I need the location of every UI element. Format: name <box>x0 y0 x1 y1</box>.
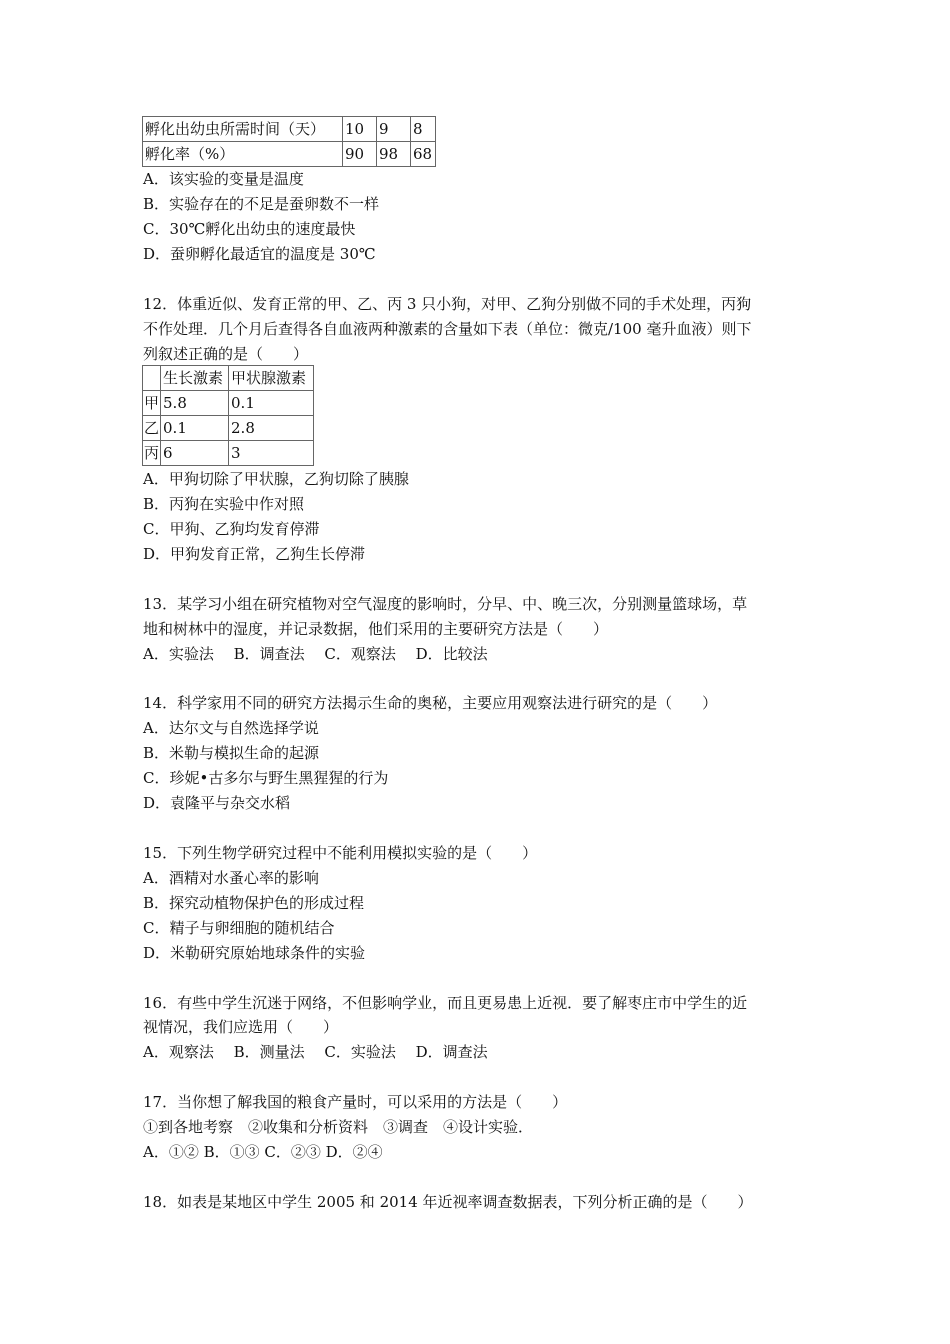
table-row <box>143 441 314 466</box>
q17-items: ①到各地考察 ②收集和分析资料 ③调查 ④设计实验． <box>143 1118 534 1136</box>
q12-option-c: C．甲狗、乙狗均发育停滞 <box>143 520 320 538</box>
q18-stem: 18．如表是某地区中学生 2005 和 2014 年近视率调查数据表，下列分析正确的是（ ） <box>143 1193 753 1211</box>
q11-option-a: A．该实验的变量是温度 <box>143 170 304 188</box>
q17-stem: 17．当你想了解我国的粮食产量时，可以采用的方法是（ ） <box>143 1093 568 1111</box>
q13-stem-line: 地和树林中的湿度，并记录数据，他们采用的主要研究方法是（ ） <box>143 620 609 638</box>
q15-option-d: D．米勒研究原始地球条件的实验 <box>143 944 366 962</box>
table-row-label: 甲 <box>143 391 161 416</box>
q14-option-c: C．珍妮•古多尔与野生黑猩猩的行为 <box>143 769 389 787</box>
q16-stem-line: 视情况，我们应选用（ ） <box>143 1018 339 1036</box>
table-cell: 90 <box>343 142 377 167</box>
table-header-row <box>143 366 314 391</box>
table-row <box>143 416 314 441</box>
q11-option-d: D．蚕卵孵化最适宜的温度是 30℃ <box>143 245 376 263</box>
q12-option-a: A．甲狗切除了甲状腺，乙狗切除了胰腺 <box>143 470 409 488</box>
table-header-cell: 生长激素 <box>161 366 229 391</box>
q15-stem: 15．下列生物学研究过程中不能利用模拟实验的是（ ） <box>143 844 538 862</box>
table-cell: 2.8 <box>229 416 314 441</box>
table-cell: 5.8 <box>161 391 229 416</box>
table-row-label: 乙 <box>143 416 161 441</box>
q13-options: A．实验法 B．调查法 C．观察法 D．比较法 <box>143 645 488 663</box>
q14-option-b: B．米勒与模拟生命的起源 <box>143 744 320 762</box>
table-cell: 3 <box>229 441 314 466</box>
q11-option-b: B．实验存在的不足是蚕卵数不一样 <box>143 195 380 213</box>
q12-stem-line: 12．体重近似、发育正常的甲、乙、丙 3 只小狗，对甲、乙狗分别做不同的手术处理，丙狗 <box>143 295 752 313</box>
q16-options: A．观察法 B．测量法 C．实验法 D．调查法 <box>143 1043 488 1061</box>
q11-option-c: C．30℃孵化出幼虫的速度最快 <box>143 220 356 238</box>
q14-stem: 14．科学家用不同的研究方法揭示生命的奥秘，主要应用观察法进行研究的是（ ） <box>143 694 718 712</box>
hormone-table <box>142 365 314 466</box>
table-cell: 68 <box>411 142 436 167</box>
table-header-cell <box>143 366 161 391</box>
table-row-label: 孵化出幼虫所需时间（天） <box>143 117 343 142</box>
q12-stem-line: 不作处理．几个月后查得各自血液两种激素的含量如下表（单位：微克/100 毫升血液）则下 <box>143 320 752 338</box>
q15-option-a: A．酒精对水蚤心率的影响 <box>143 869 319 887</box>
q12-option-b: B．丙狗在实验中作对照 <box>143 495 305 513</box>
q14-option-d: D．袁隆平与杂交水稻 <box>143 794 291 812</box>
q12-option-d: D．甲狗发育正常，乙狗生长停滞 <box>143 545 366 563</box>
q17-options: A．①② B．①③ C．②③ D．②④ <box>143 1143 383 1161</box>
hatching-table <box>142 116 436 167</box>
q16-stem-line: 16．有些中学生沉迷于网络，不但影响学业，而且更易患上近视．要了解枣庄市中学生的近 <box>143 994 748 1012</box>
table-cell: 0.1 <box>229 391 314 416</box>
table-cell: 9 <box>377 117 411 142</box>
table-cell: 10 <box>343 117 377 142</box>
table-cell: 6 <box>161 441 229 466</box>
q15-option-b: B．探究动植物保护色的形成过程 <box>143 894 365 912</box>
q13-stem-line: 13．某学习小组在研究植物对空气湿度的影响时，分早、中、晚三次，分别测量篮球场，草 <box>143 595 748 613</box>
q14-option-a: A．达尔文与自然选择学说 <box>143 719 319 737</box>
table-cell: 8 <box>411 117 436 142</box>
table-row-label: 丙 <box>143 441 161 466</box>
table-cell: 98 <box>377 142 411 167</box>
table-header-cell: 甲状腺激素 <box>229 366 314 391</box>
table-row <box>143 142 436 167</box>
table-row-label: 孵化率（%） <box>143 142 343 167</box>
table-cell: 0.1 <box>161 416 229 441</box>
table-row <box>143 391 314 416</box>
q15-option-c: C．精子与卵细胞的随机结合 <box>143 919 335 937</box>
q12-stem-line: 列叙述正确的是（ ） <box>143 345 309 363</box>
table-row <box>143 117 436 142</box>
